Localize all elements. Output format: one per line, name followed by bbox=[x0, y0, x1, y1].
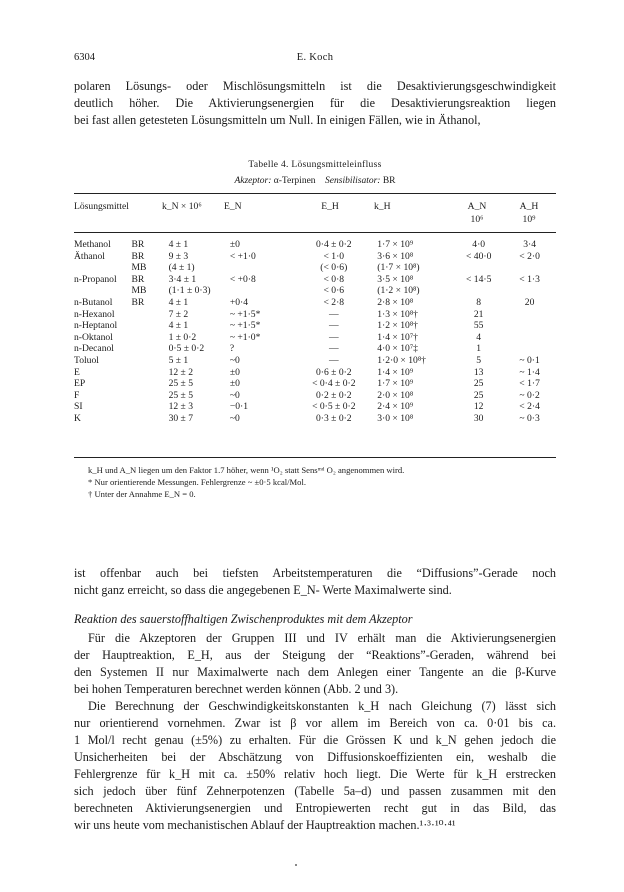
cell-an: 8 bbox=[476, 296, 482, 308]
cell-ah bbox=[503, 285, 556, 297]
cell-solvent: n-Propanol bbox=[74, 273, 117, 285]
cell-en: < +1·0 bbox=[229, 250, 256, 262]
table-row bbox=[74, 367, 556, 379]
header-kn: k_N × 10⁶ bbox=[162, 201, 202, 212]
table-subtitle bbox=[74, 176, 556, 186]
cell-eh: — bbox=[328, 308, 339, 320]
cell-system bbox=[131, 401, 168, 413]
running-head bbox=[74, 52, 556, 66]
table-top-rule bbox=[74, 193, 556, 194]
cell-en bbox=[230, 262, 299, 274]
cell-system bbox=[131, 332, 168, 344]
cell-eh: (< 0·6) bbox=[320, 262, 348, 274]
cell-system: MB bbox=[131, 285, 147, 297]
header-ah: A_H bbox=[519, 201, 539, 212]
cell-solvent: K bbox=[74, 412, 81, 424]
cell-kn: 9 ± 3 bbox=[168, 250, 189, 262]
cell-en: −0·1 bbox=[229, 401, 249, 413]
cell-an: 55 bbox=[473, 320, 484, 332]
text-line: deutlich höher. Die Aktivierungsenergien für die Desaktivierungsreaktion liegen bbox=[74, 96, 556, 110]
table-row bbox=[74, 390, 556, 402]
cell-kh: 1·7 × 10⁹ bbox=[377, 378, 414, 390]
text-line: den Systemen II nur Maximalwerte nach dem Anlegen einer Tangente an die β-Kurve bbox=[74, 665, 556, 679]
cell-ah bbox=[503, 262, 556, 274]
cell-solvent: Äthanol bbox=[74, 250, 105, 262]
cell-solvent: n-Butanol bbox=[74, 296, 113, 308]
cell-ah: < 2·0 bbox=[519, 250, 540, 262]
cell-ah: < 2·4 bbox=[519, 401, 540, 413]
table-row bbox=[74, 262, 556, 274]
cell-kn: 12 ± 3 bbox=[168, 401, 194, 413]
cell-an: < 40·0 bbox=[465, 250, 492, 262]
cell-en bbox=[230, 285, 299, 297]
cell-system: BR bbox=[131, 296, 145, 308]
text-line: ist offenbar auch bei tiefsten Arbeitstemperaturen die “Diffusions”-Gerade noch bbox=[74, 566, 556, 580]
text-line: wir uns heute vom mechanistischen Ablauf der Hauptreaktion machen.¹·³·¹⁰·⁴¹ bbox=[74, 818, 456, 832]
table-row bbox=[74, 309, 556, 321]
cell-system: BR bbox=[131, 239, 145, 250]
cell-eh: < 1·0 bbox=[323, 250, 345, 262]
header-solvent: Lösungsmittel bbox=[74, 201, 129, 212]
cell-system: MB bbox=[131, 262, 147, 274]
cell-kn: 12 ± 2 bbox=[168, 366, 194, 378]
text-line: Fehlergrenze für k_H mit ca. ±50% relativ hoch liegt. Die Werte für k_H erstrecken bbox=[74, 767, 556, 781]
cell-an: 12 bbox=[473, 401, 484, 413]
author-name: E. Koch bbox=[296, 52, 334, 63]
text-line: polaren Lösungs- oder Mischlösungsmitteln ist die Desaktivierungsgeschwindigkeit bbox=[74, 79, 556, 93]
text-line: berechneten Aktivierungsenergien und Entropiewerten recht gut in das Bild, das bbox=[74, 801, 556, 815]
cell-en: ±0 bbox=[229, 239, 240, 250]
cell-an: 25 bbox=[473, 389, 484, 401]
cell-kh: 1·3 × 10⁸† bbox=[377, 308, 418, 320]
cell-eh: < 0·6 bbox=[323, 285, 345, 297]
acceptor-value: α-Terpinen bbox=[273, 176, 316, 186]
cell-kh: (1·2 × 10⁸) bbox=[377, 285, 420, 297]
cell-kh: 1·7 × 10⁹ bbox=[377, 239, 414, 250]
cell-solvent: n-Heptanol bbox=[74, 320, 118, 332]
table-title: Tabelle 4. Lösungsmitteleinfluss bbox=[248, 160, 382, 170]
text-line: der Hauptreaktion, E_H, aus der Steigung der “Reaktions”-Geraden, während bei bbox=[74, 648, 556, 662]
cell-en: ±0 bbox=[229, 366, 240, 378]
cell-an: < 14·5 bbox=[465, 273, 492, 285]
cell-system bbox=[131, 390, 168, 402]
text-line: Unsicherheiten bei der Abschätzung von Diffusionskoeffizienten ein, weshalb die bbox=[74, 750, 556, 764]
acceptor-label: Akzeptor: bbox=[234, 176, 272, 186]
cell-ah: 3·4 bbox=[523, 239, 536, 250]
header-en: E_N bbox=[224, 201, 242, 212]
paragraph-1 bbox=[74, 78, 556, 129]
table-row bbox=[74, 285, 556, 297]
cell-kn: 25 ± 5 bbox=[168, 389, 194, 401]
footnote: k_H und A_N liegen um den Faktor 1.7 höher, wenn ¹O₂ statt Sensᵐᵈ O₂ angenommen wird. bbox=[88, 465, 405, 475]
cell-an: 30 bbox=[473, 412, 484, 424]
cell-ah: < 1·3 bbox=[519, 273, 540, 285]
table-row bbox=[74, 378, 556, 390]
cell-ah: 20 bbox=[524, 296, 535, 308]
cell-en: ~ +1·0* bbox=[229, 331, 261, 343]
text-line: Für die Akzeptoren der Gruppen III und IV erhält man die Aktivierungsenergien bbox=[88, 631, 556, 645]
cell-an: 5 bbox=[476, 354, 482, 366]
cell-ah: ~ 0·1 bbox=[519, 354, 540, 366]
text-line: sich jedoch über fünf Zehnerpotenzen (Tabelle 5a–d) und passen zusammen mit den bbox=[74, 784, 556, 798]
cell-solvent: n-Decanol bbox=[74, 343, 114, 355]
section-heading: Reaktion des sauerstoffhaltigen Zwischenproduktes mit dem Akzeptor bbox=[74, 612, 413, 626]
table-row bbox=[74, 332, 556, 344]
cell-en: ±0 bbox=[229, 378, 240, 390]
paragraph-4 bbox=[74, 698, 556, 834]
header-kh: k_H bbox=[374, 201, 391, 212]
cell-en: +0·4 bbox=[229, 296, 249, 308]
cell-kn: (4 ± 1) bbox=[168, 262, 195, 274]
cell-kn: 4 ± 1 bbox=[168, 296, 189, 308]
cell-system: BR bbox=[131, 273, 145, 285]
cell-kh: 3·6 × 10⁸ bbox=[377, 250, 414, 262]
cell-eh: < 2·8 bbox=[323, 296, 345, 308]
cell-kh: 1·2·0 × 10⁸† bbox=[377, 354, 426, 366]
cell-an: 1 bbox=[476, 343, 482, 355]
table-row bbox=[74, 274, 556, 286]
cell-kn: 30 ± 7 bbox=[168, 412, 194, 424]
cell-solvent: F bbox=[74, 389, 80, 401]
cell-kh: 3·0 × 10⁸ bbox=[377, 412, 414, 424]
cell-solvent bbox=[74, 262, 131, 274]
cell-eh: — bbox=[328, 331, 339, 343]
cell-kn: (1·1 ± 0·3) bbox=[168, 285, 211, 297]
table-row bbox=[74, 401, 556, 413]
text-line: nicht ganz erreicht, so dass die angegebenen E_N- Werte Maximalwerte sind. bbox=[74, 583, 452, 597]
table-footnotes bbox=[88, 464, 548, 500]
text-line: bei fast allen getesteten Lösungsmitteln um Null. In einigen Fällen, wie in Äthanol, bbox=[74, 113, 481, 127]
table-bottom-rule bbox=[74, 457, 556, 458]
cell-kn: 4 ± 1 bbox=[168, 320, 189, 332]
cell-solvent: E bbox=[74, 366, 80, 378]
cell-an: 25 bbox=[473, 378, 484, 390]
cell-solvent: SI bbox=[74, 401, 83, 413]
cell-eh: 0·4 ± 0·2 bbox=[315, 239, 352, 250]
cell-ah bbox=[503, 320, 556, 332]
sensitizer-label: Sensibilisator: bbox=[325, 176, 381, 186]
table-body bbox=[74, 239, 556, 425]
cell-kn: 3·4 ± 1 bbox=[168, 273, 197, 285]
cell-kh: 2·8 × 10⁸ bbox=[377, 296, 414, 308]
cell-ah: ~ 0·2 bbox=[519, 389, 540, 401]
cell-system bbox=[131, 378, 168, 390]
cell-solvent bbox=[74, 285, 131, 297]
cell-an: 4·0 bbox=[472, 239, 486, 250]
paragraph-2 bbox=[74, 565, 556, 599]
text-line: bei hohen Temperaturen berechnet werden können (Abb. 2 und 3). bbox=[74, 682, 399, 696]
cell-kh: 1·4 × 10⁷† bbox=[377, 331, 418, 343]
cell-ah: ~ 0·3 bbox=[519, 412, 540, 424]
cell-system bbox=[131, 343, 168, 355]
cell-ah: ~ 1·4 bbox=[519, 366, 540, 378]
text-line: nur orientierend vornehmen. Zwar ist β vor allem im Bereich von ca. 0·01 bis ca. bbox=[74, 716, 556, 730]
cell-eh: — bbox=[328, 343, 339, 355]
cell-eh: 0·6 ± 0·2 bbox=[315, 366, 352, 378]
header-eh: E_H bbox=[321, 201, 339, 212]
cell-system bbox=[131, 367, 168, 379]
cell-en: ~ +1·5* bbox=[229, 320, 261, 332]
footnote: * Nur orientierende Messungen. Fehlergrenze ~ ±0·5 kcal/Mol. bbox=[88, 477, 307, 487]
cell-kh: 2·4 × 10⁹ bbox=[377, 401, 414, 413]
cell-ah: < 1·7 bbox=[519, 378, 540, 390]
header-an-unit: 10⁶ bbox=[470, 214, 484, 225]
table-row bbox=[74, 251, 556, 263]
cell-eh: < 0·5 ± 0·2 bbox=[312, 401, 356, 413]
table-row bbox=[74, 297, 556, 309]
footnote: † Unter der Annahme E_N = 0. bbox=[88, 489, 196, 499]
table-header bbox=[74, 200, 556, 226]
cell-ah bbox=[503, 309, 556, 321]
cell-an: 4 bbox=[476, 331, 482, 343]
cell-an bbox=[454, 262, 503, 274]
cell-eh: 0·3 ± 0·2 bbox=[315, 412, 352, 424]
cell-system bbox=[131, 355, 168, 367]
cell-en: ~0 bbox=[229, 354, 240, 366]
cell-system: BR bbox=[131, 250, 145, 262]
cell-solvent: Methanol bbox=[74, 239, 111, 250]
cell-en: ~ +1·5* bbox=[229, 308, 261, 320]
header-an: A_N bbox=[467, 201, 487, 212]
table-row bbox=[74, 355, 556, 367]
cell-kn: 0·5 ± 0·2 bbox=[168, 343, 205, 355]
paragraph-3 bbox=[74, 630, 556, 698]
cell-eh: — bbox=[328, 354, 339, 366]
text-line: Die Berechnung der Geschwindigkeitskonstanten k_H nach Gleichung (7) lässt sich bbox=[88, 699, 556, 713]
cell-ah bbox=[503, 332, 556, 344]
cell-kh: 2·0 × 10⁸ bbox=[377, 389, 414, 401]
cell-system bbox=[131, 309, 168, 321]
cell-eh: < 0·8 bbox=[323, 273, 345, 285]
cell-an: 13 bbox=[473, 366, 484, 378]
cell-an: 21 bbox=[473, 308, 484, 320]
cell-kh: 1·4 × 10⁹ bbox=[377, 366, 414, 378]
cell-solvent: n-Hexanol bbox=[74, 308, 115, 320]
cell-eh: — bbox=[328, 320, 339, 332]
header-ah-unit: 10⁹ bbox=[522, 214, 536, 225]
table-row bbox=[74, 239, 556, 251]
cell-system bbox=[131, 413, 168, 425]
cell-kn: 4 ± 1 bbox=[168, 239, 189, 250]
cell-eh: 0·2 ± 0·2 bbox=[315, 389, 352, 401]
cell-en: ~0 bbox=[229, 412, 240, 424]
sensitizer-value: BR bbox=[382, 176, 396, 186]
cell-kn: 5 ± 1 bbox=[168, 354, 189, 366]
table-row bbox=[74, 320, 556, 332]
cell-kh: 4·0 × 10⁷‡ bbox=[377, 343, 418, 355]
cell-kn: 1 ± 0·2 bbox=[168, 331, 197, 343]
page-number: 6304 bbox=[74, 52, 95, 63]
table-row bbox=[74, 343, 556, 355]
cell-kn: 25 ± 5 bbox=[168, 378, 194, 390]
cell-solvent: EP bbox=[74, 378, 86, 390]
cell-en: ? bbox=[229, 343, 235, 355]
table-row bbox=[74, 413, 556, 425]
cell-eh: < 0·4 ± 0·2 bbox=[312, 378, 356, 390]
text-line: 1 Mol/l recht genau (±5%) zu erhalten. Für die Grössen K und k_N gehen jedoch die bbox=[74, 733, 556, 747]
cell-kh: (1·7 × 10⁸) bbox=[377, 262, 420, 274]
cell-system bbox=[131, 320, 168, 332]
cell-kn: 7 ± 2 bbox=[168, 308, 189, 320]
cell-ah bbox=[503, 343, 556, 355]
cell-en: < +0·8 bbox=[229, 273, 256, 285]
cell-kh: 1·2 × 10⁸† bbox=[377, 320, 418, 332]
cell-solvent: n-Oktanol bbox=[74, 331, 113, 343]
cell-solvent: Toluol bbox=[74, 354, 99, 366]
table-header-rule bbox=[74, 232, 556, 233]
cell-en: ~0 bbox=[229, 389, 240, 401]
print-speck bbox=[295, 864, 297, 866]
cell-kh: 3·5 × 10⁸ bbox=[377, 273, 414, 285]
cell-an bbox=[454, 285, 503, 297]
